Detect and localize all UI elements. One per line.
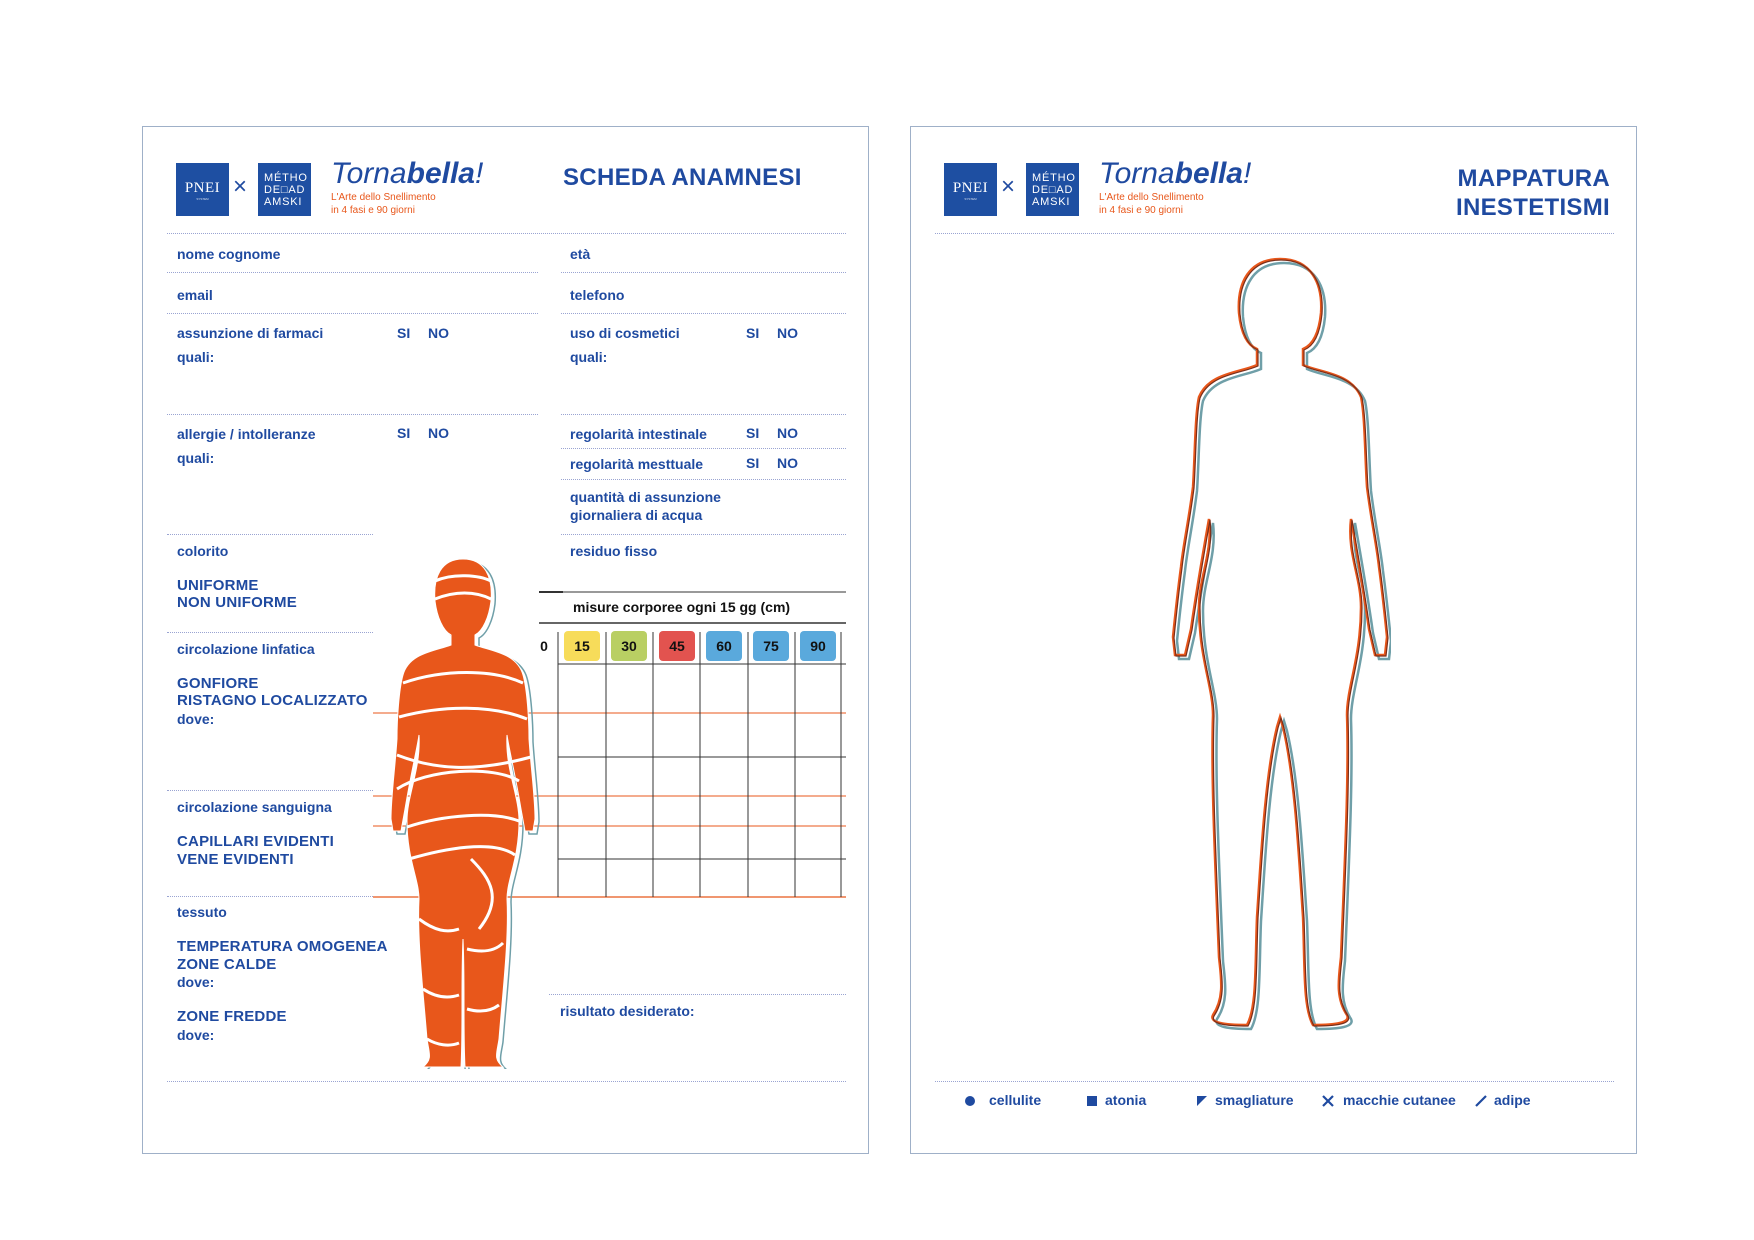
brand-name: Tornabella! bbox=[1099, 157, 1252, 190]
option-cold-zones[interactable]: ZONE FREDDE bbox=[177, 1008, 287, 1025]
metho-logo-text: MÉTHO DE□AD AMSKI bbox=[264, 172, 308, 208]
field-menstrual: regolarità mesttuale bbox=[570, 456, 704, 472]
field-email: email bbox=[177, 287, 213, 303]
legend-macchie-cutanee: macchie cutanee bbox=[1343, 1092, 1456, 1108]
option-capillaries[interactable]: CAPILLARI EVIDENTI bbox=[177, 833, 334, 850]
field-desired-result: risultato desiderato: bbox=[560, 1003, 695, 1019]
pnei-logo bbox=[944, 163, 997, 216]
body-figure-measurements bbox=[383, 559, 543, 1069]
drugs-which: quali: bbox=[177, 349, 215, 365]
field-cosmetics: uso di cosmetici bbox=[570, 325, 680, 341]
field-intestinal: regolarità intestinale bbox=[570, 426, 707, 442]
drugs-no[interactable]: NO bbox=[428, 325, 449, 341]
page-title: SCHEDA ANAMNESI bbox=[563, 164, 802, 191]
slash-icon bbox=[1474, 1094, 1488, 1108]
legend-atonia: atonia bbox=[1105, 1092, 1147, 1108]
field-age: età bbox=[570, 246, 591, 262]
option-swelling[interactable]: GONFIORE bbox=[177, 675, 259, 692]
field-name: nome cognome bbox=[177, 246, 281, 262]
anamnesis-sheet bbox=[142, 126, 869, 1154]
cold-zones-where: dove: bbox=[177, 1027, 215, 1043]
warm-zones-where: dove: bbox=[177, 974, 215, 990]
field-blood-circulation: circolazione sanguigna bbox=[177, 799, 332, 815]
pnei-logo-text: PNEI bbox=[952, 180, 989, 196]
field-lymphatic: circolazione linfatica bbox=[177, 641, 315, 657]
intestinal-yes[interactable]: SI bbox=[746, 425, 760, 441]
times-icon: × bbox=[1001, 173, 1016, 200]
day-15-label: 15 bbox=[564, 631, 600, 661]
day-30-label: 30 bbox=[611, 631, 647, 661]
metho-logo bbox=[1026, 163, 1079, 216]
option-uniform[interactable]: UNIFORME bbox=[177, 577, 259, 594]
pnei-logo-text: PNEI bbox=[184, 180, 221, 196]
brand-tagline: L'Arte dello Snellimento in 4 fasi e 90 giorni bbox=[331, 192, 436, 216]
option-non-uniform[interactable]: NON UNIFORME bbox=[177, 594, 297, 611]
allergies-no[interactable]: NO bbox=[428, 425, 449, 441]
field-fixed-residue: residuo fisso bbox=[570, 543, 658, 559]
field-water-line2: giornaliera di acqua bbox=[570, 507, 703, 523]
divider bbox=[935, 1081, 1614, 1082]
dot-icon bbox=[964, 1095, 976, 1107]
pnei-logo-subtext: SYSTEM bbox=[196, 197, 209, 201]
brand-name: Tornabella! bbox=[331, 157, 484, 190]
brand-tagline: L'Arte dello Snellimento in 4 fasi e 90 giorni bbox=[1099, 192, 1204, 216]
day-0-label: 0 bbox=[540, 638, 548, 654]
cross-icon bbox=[1321, 1094, 1335, 1108]
option-stagnation[interactable]: RISTAGNO LOCALIZZATO bbox=[177, 692, 368, 709]
divider bbox=[935, 233, 1614, 234]
metho-logo-text: MÉTHO DE□AD AMSKI bbox=[1032, 172, 1076, 208]
legend-adipe: adipe bbox=[1494, 1092, 1531, 1108]
legend-cellulite: cellulite bbox=[989, 1092, 1042, 1108]
legend-smagliature: smagliature bbox=[1215, 1092, 1294, 1108]
day-60-label: 60 bbox=[706, 631, 742, 661]
field-allergies: allergie / intolleranze bbox=[177, 426, 316, 442]
day-45-label: 45 bbox=[659, 631, 695, 661]
menstrual-no[interactable]: NO bbox=[777, 455, 798, 471]
field-tissue: tessuto bbox=[177, 904, 227, 920]
allergies-which: quali: bbox=[177, 450, 215, 466]
table-title: misure corporee ogni 15 gg (cm) bbox=[573, 599, 791, 615]
lymphatic-where: dove: bbox=[177, 711, 215, 727]
pnei-logo-subtext: SYSTEM bbox=[964, 197, 977, 201]
day-90-label: 90 bbox=[800, 631, 836, 661]
cosmetics-which: quali: bbox=[570, 349, 608, 365]
day-75-label: 75 bbox=[753, 631, 789, 661]
square-icon bbox=[1086, 1095, 1098, 1107]
page-title: MAPPATURA INESTETISMI bbox=[1456, 165, 1610, 221]
field-drugs: assunzione di farmaci bbox=[177, 325, 324, 341]
blemish-map-sheet bbox=[910, 126, 1637, 1154]
option-homogeneous-temp[interactable]: TEMPERATURA OMOGENEA bbox=[177, 938, 388, 955]
field-complexion: colorito bbox=[177, 543, 229, 559]
menstrual-yes[interactable]: SI bbox=[746, 455, 760, 471]
option-veins[interactable]: VENE EVIDENTI bbox=[177, 851, 294, 868]
allergies-yes[interactable]: SI bbox=[397, 425, 411, 441]
cosmetics-no[interactable]: NO bbox=[777, 325, 798, 341]
drugs-yes[interactable]: SI bbox=[397, 325, 411, 341]
option-warm-zones[interactable]: ZONE CALDE bbox=[177, 956, 277, 973]
times-icon: × bbox=[233, 173, 248, 200]
body-outline-figure bbox=[1169, 257, 1391, 1057]
cosmetics-yes[interactable]: SI bbox=[746, 325, 760, 341]
field-phone: telefono bbox=[570, 287, 625, 303]
intestinal-no[interactable]: NO bbox=[777, 425, 798, 441]
field-water-line1: quantità di assunzione bbox=[570, 489, 721, 505]
triangle-icon bbox=[1196, 1095, 1208, 1107]
